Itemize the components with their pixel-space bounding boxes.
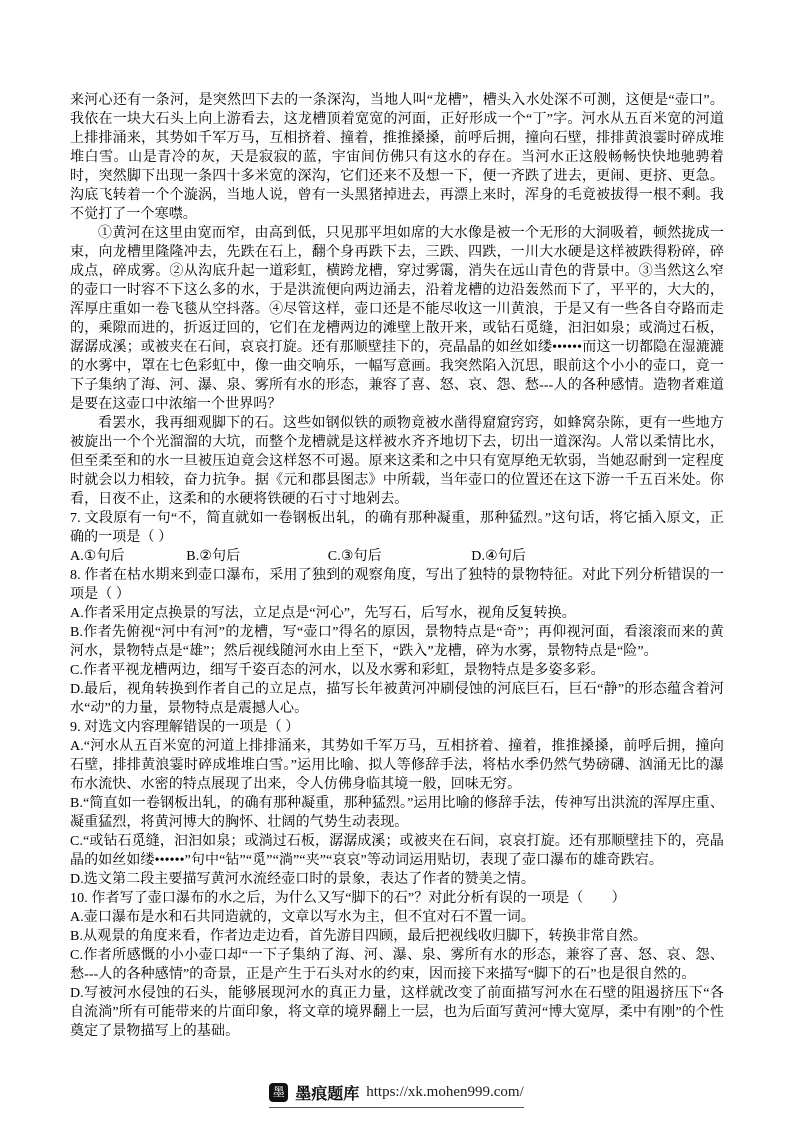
mohen-logo-icon: 墨: [269, 1083, 288, 1102]
question-10-option-a: A.壶口瀑布是水和石共同造就的，文章以写水为主，但不宜对石不置一词。: [70, 910, 536, 925]
question-8-option-a: A.作者采用定点换景的写法，立足点是“河心”，先写石，后写水，视角反复转换。: [70, 606, 576, 621]
page-footer: [0, 1081, 793, 1108]
question-9-option-d: D.选文第二段主要描写黄河水流经壶口时的景象，表达了作者的赞美之情。: [70, 872, 536, 887]
site-name: 墨痕题库: [295, 1086, 360, 1103]
question-9-option-c: C.“或钻石觅缝，汩汩如泉；或淌过石板，潺潺成溪；或被夹在石间，哀哀打旋。还有那顺壁挂下的，亮晶晶的如丝如缕••••••”句中“钻”“觅”“淌”“夹”“哀哀”等动词运用贴切，表现了壶口瀑布的雄奇跌宕。: [70, 834, 724, 868]
question-10-option-b: B.从观景的角度来看，作者边走边看，首先游目四顾，最后把视线收归脚下，转换非常自然。: [70, 929, 648, 944]
question-9-option-b: B.“简直如一卷钢板出轧，的确有那种凝重，那种猛烈。”运用比喻的修辞手法，传神写出洪流的浑厚庄重、凝重猛烈，将黄河博大的胸怀、壮阔的气势生动表现。: [70, 796, 724, 830]
question-7-stem: 7. 文段原有一句“不，简直就如一卷钢板出轧，的确有那种凝重，那种猛烈。”这句话，将它插入原文，正确的一项是（ ）: [70, 511, 724, 545]
question-7-options: [70, 547, 724, 566]
question-9-option-a: A.“河水从五百米宽的河道上排排涌来，其势如千军万马，互相挤着、撞着，推推搡搡，前呼后拥，撞向石壁，排排黄浪霎时碎成堆堆白雪。”运用比喻、拟人等修辞手法，将枯水季仍然气势磅礴、汹涌无比的瀑布水流快、水密的特点展现了出来，令人仿佛身临其境一般，回味无穷。: [70, 739, 724, 792]
question-10-option-c: C.作者所感慨的小小壶口却“一下子集纳了海、河、瀑、泉、雾所有水的形态，兼容了喜、怒、哀、怨、愁---人的各种感情”的奇景，正是产生于石头对水的约束，因而接下来描写“脚下的石”也是很自然的。: [70, 948, 724, 982]
question-7-option-c: C.③句后: [327, 549, 382, 564]
question-8-option-c: C.作者平视龙槽两边，细写千姿百态的河水，以及水雾和彩虹，景物特点是多姿多彩。: [70, 663, 605, 678]
question-8-option-b: B.作者先俯视“河中有河”的龙槽，写“壶口”得名的原因，景物特点是“奇”；再仰视河面，看滚滚而来的黄河水，景物特点是“雄”；然后视线随河水由上至下，“跌入”龙槽，碎为水雾，景物特点是“险”。: [70, 625, 724, 659]
question-8-option-d: D.最后，视角转换到作者自己的立足点，描写长年被黄河冲刷侵蚀的河底巨石，巨石“静”的形态蕴含着河水“动”的力量，景物特点是震撼人心。: [70, 682, 724, 716]
question-10-option-d: D.写被河水侵蚀的石头，能够展现河水的真正力量，这样就改变了前面描写河水在石壁的阻遏挤压下“各自流淌”所有可能带来的片面印象，将文章的境界翻上一层，也为后面写黄河“博大宽厚，柔中有刚”的个性奠定了景物描写上的基础。: [70, 986, 724, 1039]
question-8-stem: 8. 作者在枯水期来到壶口瀑布，采用了独到的观察角度，写出了独特的景物特征。对此下列分析错误的一项是（ ）: [70, 568, 724, 602]
question-10-stem: 10. 作者写了壶口瀑布的水之后，为什么又写“脚下的石”？对此分析有误的一项是（ ）: [70, 891, 626, 906]
site-url-link[interactable]: https://xk.mohen999.com/: [366, 1084, 524, 1100]
passage-paragraph-2: ①黄河在这里由宽而窄，由高到低，只见那平坦如席的大水像是被一个无形的大洞吸着，顿然拢成一束，向龙槽里隆隆冲去，先跌在石上，翻个身再跌下去，三跌、四跌，一川大水硬是这样被跌得粉碎，碎成点，碎成雾。②从沟底升起一道彩虹，横跨龙槽，穿过雾霭，消失在远山青色的背景中。③当然这么窄的壶口一时容不下这么多的水，于是洪流便向两边涌去，沿着龙槽的边沿轰然而下了，平平的，大大的，浑厚庄重如一卷飞毯从空抖落。④尽管这样，壶口还是不能尽收这一川黄浪，于是又有一些各自夺路而走的，乘隙而进的，折返迂回的，它们在龙槽两边的滩壁上散开来，或钻石觅缝，汩汩如泉；或淌过石板，潺潺成溪；或被夹在石间，哀哀打旋。还有那顺壁挂下的，亮晶晶的如丝如缕••••••而这一切都隐在湿漉漉的水雾中，罩在七色彩虹中，像一曲交响乐，一幅写意画。我突然陷入沉思，眼前这个小小的壶口，竟一下子集纳了海、河、瀑、泉、雾所有水的形态，兼容了喜、怒、哀、怨、愁---人的各种感情。造物者难道是要在这壶口中浓缩一个世界吗？: [70, 226, 724, 412]
passage-paragraph-1: 来河心还有一条河，是突然凹下去的一条深沟，当地人叫“龙槽”，槽头入水处深不可测，这便是“壶口”。我依在一块大石头上向上游看去，这龙槽顶着宽宽的河面，正好形成一个“丁”字。河水从五百米宽的河道上排排涌来，其势如千军万马，互相挤着、撞着，推推搡搡，前呼后拥，撞向石壁，排排黄浪霎时碎成堆堆白雪。山是青冷的灰，天是寂寂的蓝，宇宙间仿佛只有这水的存在。当河水正这般畅畅快快地驰骋着时，突然脚下出现一条四十多米宽的深沟，它们还来不及想一下，便一齐跌了进去，更闹、更挤、更急。沟底飞转着一个个漩涡，当地人说，曾有一头黑猪掉进去，再漂上来时，浑身的毛竟被拔得一根不剩。我不觉打了一个寒噤。: [70, 93, 724, 222]
question-7-option-a: A.①句后: [70, 549, 125, 564]
question-7-option-b: B.②句后: [186, 549, 241, 564]
passage-and-questions: [70, 91, 724, 1041]
passage-paragraph-3: 看罢水，我再细观脚下的石。这些如钢似铁的顽物竟被水凿得窟窟窍窍，如蜂窝杂陈，更有一些地方被旋出一个个光溜溜的大坑，而整个龙槽就是这样被水齐齐地切下去，切出一道深沟。人常以柔情比水，但至柔至和的水一旦被压迫竟会这样怒不可遏。原来这柔和之中只有宽厚绝无软弱，当她忍耐到一定程度时就会以力相较，奋力抗争。据《元和郡县图志》中所载，当年壶口的位置还在这下游一千五百米处。你看，日夜不止，这柔和的水硬将铁硬的石寸寸地剁去。: [70, 416, 724, 507]
question-7-option-d: D.④句后: [471, 549, 526, 564]
question-9-stem: 9. 对选文内容理解错误的一项是（ ）: [70, 720, 300, 735]
